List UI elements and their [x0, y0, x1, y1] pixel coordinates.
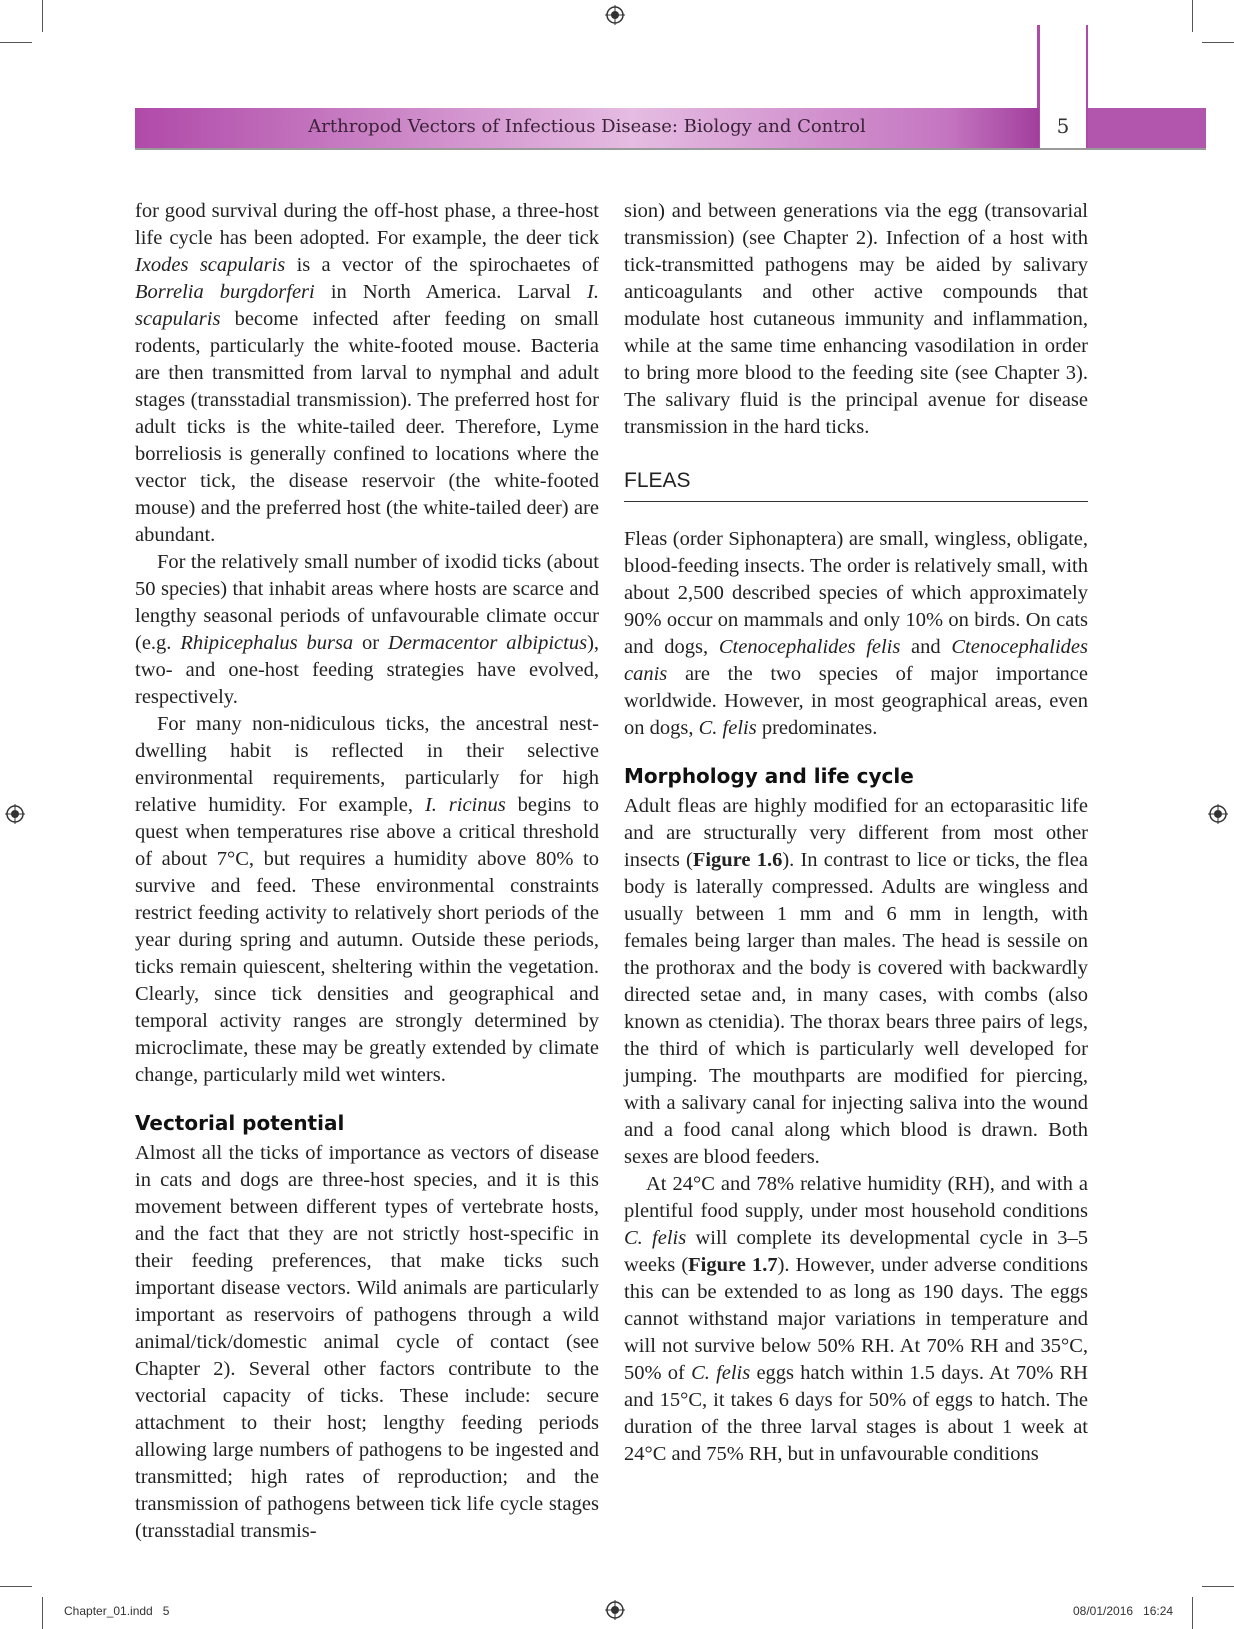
italic-term: Ctenocephalides canis — [624, 636, 1088, 685]
text-run: for good survival during the off-host phase, a three-host life cycle has been adopted. For example, the deer tick — [135, 200, 599, 249]
figure-reference: Figure 1.7 — [688, 1254, 778, 1276]
crop-mark — [1202, 42, 1234, 43]
text-run: ). In contrast to lice or ticks, the flea body is laterally compressed. Adults are wingless and usually between 1 mm and 6 mm in length, with females being larger than males. The head is sessile on the prothorax and the body is covered with backwardly directed setae and, in many cases, with combs (also known as ctenidia). The thorax bears three pairs of legs, the third of which is particularly well developed for jumping. The mouthparts are modified for piercing, with a salivary canal for injecting saliva into the wound and a food canal along which blood is drawn. Both sexes are blood feeders. — [624, 849, 1088, 1168]
italic-term: Rhipicephalus bursa — [180, 632, 354, 654]
section-heading-vectorial-potential: Vectorial potential — [135, 1111, 345, 1135]
text-run: ), two- and one-host feeding strategies have evolved, respectively. — [135, 632, 600, 708]
crop-mark — [0, 42, 32, 43]
text-run: sion) and between generations via the egg (transovarial transmission) (see Chapter 2). Infection of a host with tick-transmitted pathogens may be aided by salivary anticoagulants and other active compounds that modulate host cutaneous immunity and inflammation, while at the same time enhancing vasodilation in order to bring more blood to the feeding site (see Chapter 3). The salivary fluid is the principal avenue for disease transmission in the hard ticks. — [624, 200, 1088, 438]
paragraph — [135, 549, 599, 711]
italic-term: Borrelia burgdorferi — [135, 281, 315, 303]
footer-timestamp: 08/01/2016 16:24 — [1073, 1604, 1174, 1618]
italic-term: C. felis — [698, 717, 757, 739]
text-run: At 24°C and 78% relative humidity (RH), and with a plentiful food supply, under most household conditions — [624, 1173, 1088, 1222]
text-run: and — [900, 636, 952, 658]
footer-file-slug: Chapter_01.indd 5 — [64, 1604, 170, 1618]
text-run: is a vector of the spirochaetes of — [285, 254, 599, 276]
italic-term: Ctenocephalides felis — [718, 636, 901, 658]
text-run: are the two species of major importance worldwide. However, in most geographical areas, even on dogs, — [624, 663, 1088, 739]
registration-mark-icon — [5, 804, 25, 824]
crop-mark — [1192, 1597, 1193, 1629]
paragraph — [135, 711, 599, 1089]
text-run: become infected after feeding on small rodents, particularly the white-footed mouse. Bacteria are then transmitted from larval to nymphal and adult stages (transstadial transmission). The preferred host for adult ticks is the white-tailed deer. Therefore, Lyme borreliosis is generally confined to locations where the vector tick, the disease reservoir (the white-footed mouse) and the preferred host (the white-tailed deer) are abundant. — [135, 308, 599, 546]
italic-term: Dermacentor albipictus — [388, 632, 588, 654]
paragraph — [624, 198, 1088, 441]
paragraph — [135, 1140, 599, 1545]
italic-term: C. felis — [624, 1227, 687, 1249]
figure-reference: Figure 1.6 — [692, 849, 783, 871]
crop-mark — [42, 1597, 43, 1629]
section-heading-fleas: FLEAS — [624, 467, 1088, 502]
text-run: For many non-nidiculous ticks, the ancestral nest-dwelling habit is reflected in their selective environmental requirements, particularly for high relative humidity. For example, — [135, 713, 599, 816]
text-run: For the relatively small number of ixodid ticks (about 50 species) that inhabit areas where hosts are scarce and lengthy seasonal periods of unfavourable climate occur (e.g. — [135, 551, 599, 654]
text-run: Adult fleas are highly modified for an ectoparasitic life and are structurally very different from most other insects ( — [624, 795, 1088, 871]
section-heading-morphology: Morphology and life cycle — [624, 764, 914, 788]
running-header-tab — [1088, 108, 1206, 148]
registration-mark-icon — [605, 1600, 625, 1620]
header-rule — [135, 148, 1206, 150]
paragraph — [624, 526, 1088, 742]
text-run: ). However, under adverse conditions this can be extended to as long as 190 days. The eggs cannot withstand major variations in temperature and will not survive below 50% RH. At 70% RH and 35°C, 50% of — [624, 1254, 1089, 1384]
right-column — [624, 198, 1088, 1468]
crop-mark — [0, 1586, 32, 1587]
text-run: or — [353, 632, 389, 654]
running-header-title: Arthropod Vectors of Infectious Disease: Biology and Control — [308, 116, 866, 137]
italic-term: I. scapularis — [135, 281, 599, 330]
crop-mark — [1192, 0, 1193, 32]
italic-term: I. ricinus — [424, 794, 506, 816]
text-run: begins to quest when temperatures rise above a critical threshold of about 7°C, but requires a humidity above 80% to survive and feed. These environmental constraints restrict feeding activity to relatively short periods of the year during spring and autumn. Outside these periods, ticks remain quiescent, sheltering within the vegetation. Clearly, since tick densities and geographical and temporal activity ranges are strongly determined by microclimate, these may be greatly extended by climate change, particularly mild wet winters. — [135, 794, 600, 1086]
italic-term: C. felis — [691, 1362, 751, 1384]
registration-mark-icon — [1208, 804, 1228, 824]
paragraph — [624, 793, 1088, 1171]
text-run: in North America. Larval — [314, 281, 588, 303]
registration-mark-icon — [605, 5, 625, 25]
paragraph — [624, 1171, 1088, 1468]
crop-mark — [42, 0, 43, 32]
text-run: predominates. — [756, 717, 878, 739]
text-run: Fleas (order Siphonaptera) are small, wingless, obligate, blood-feeding insects. The order is relatively small, with about 2,500 described species of which approximately 90% occur on mammals and only 10% on birds. On cats and dogs, — [624, 528, 1088, 658]
crop-mark — [1202, 1586, 1234, 1587]
paragraph — [135, 198, 599, 549]
text-run: will complete its developmental cycle in 3–5 weeks ( — [624, 1227, 1088, 1276]
page-number: 5 — [1056, 114, 1070, 138]
left-column — [135, 198, 599, 1545]
italic-term: Ixodes scapularis — [135, 254, 286, 276]
text-run: eggs hatch within 1.5 days. At 70% RH and 15°C, it takes 6 days for 50% of eggs to hatch. The duration of the three larval stages is about 1 week at 24°C and 75% RH, but in unfavourable conditions — [624, 1362, 1088, 1465]
text-run: Almost all the ticks of importance as vectors of disease in cats and dogs are three-host species, and it is this movement between different types of vertebrate hosts, and the fact that they are not strictly host-specific in their feeding preferences, that make ticks such important disease vectors. Wild animals are particularly important as reservoirs of pathogens through a wild animal/tick/domestic animal cycle of contact (see Chapter 2). Several other factors contribute to the vectorial capacity of ticks. These include: secure attachment to their host; lengthy feeding periods allowing large numbers of pathogens to be ingested and transmitted; high rates of reproduction; and the transmission of pathogens between tick life cycle stages (transstadial transmis- — [135, 1142, 599, 1542]
